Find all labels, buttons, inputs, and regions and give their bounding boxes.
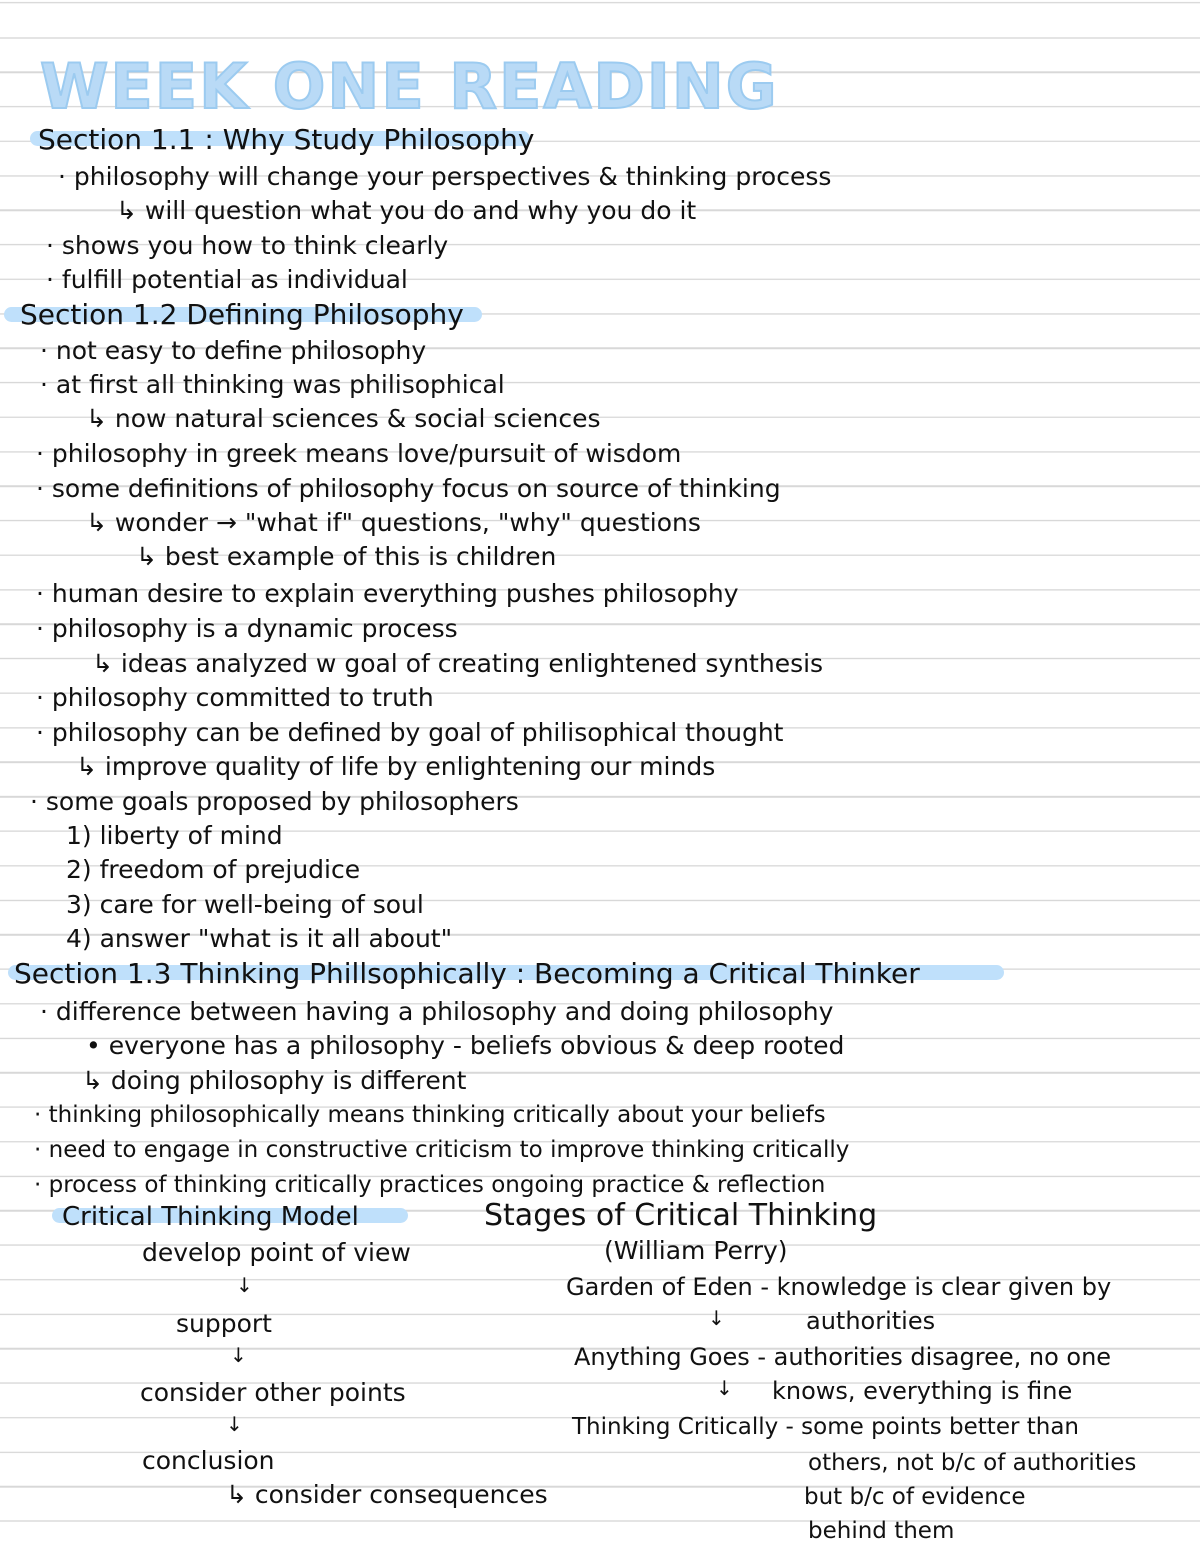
note-line: 1) liberty of mind <box>66 821 283 850</box>
note-line: ↳ now natural sciences & social sciences <box>86 404 601 433</box>
note-line: · process of thinking critically practices ongoing practice & reflection <box>34 1172 826 1198</box>
model-step: support <box>176 1309 272 1338</box>
note-line: · not easy to define philosophy <box>40 336 427 365</box>
section-1-1-heading: Section 1.1 : Why Study Philosophy <box>38 123 535 156</box>
note-line: 4) answer "what is it all about" <box>66 924 453 953</box>
stages-heading: Stages of Critical Thinking <box>484 1198 878 1233</box>
note-line: ↳ best example of this is children <box>136 542 557 571</box>
note-line: · shows you how to think clearly <box>46 231 449 260</box>
model-step: conclusion <box>142 1446 275 1475</box>
note-line: · philosophy committed to truth <box>36 683 434 712</box>
note-line: · at first all thinking was philisophical <box>40 370 505 399</box>
note-line: · philosophy in greek means love/pursuit of wisdom <box>36 439 682 468</box>
model-step: develop point of view <box>142 1238 411 1267</box>
note-line: · philosophy will change your perspectives & thinking process <box>58 162 832 191</box>
note-line: ↳ will question what you do and why you do it <box>116 196 697 225</box>
note-line: ↳ doing philosophy is different <box>82 1066 467 1095</box>
note-line: 2) freedom of prejudice <box>66 855 361 884</box>
stages-author: (William Perry) <box>604 1236 788 1265</box>
stage-line: Anything Goes - authorities disagree, no one <box>574 1343 1112 1371</box>
note-line: · human desire to explain everything pushes philosophy <box>36 579 739 608</box>
note-line: · need to engage in constructive criticism to improve thinking critically <box>34 1137 850 1163</box>
note-line: · thinking philosophically means thinking critically about your beliefs <box>34 1102 826 1128</box>
stage-line: behind them <box>808 1518 955 1544</box>
critical-model-heading: Critical Thinking Model <box>62 1202 359 1232</box>
note-line: · difference between having a philosophy and doing philosophy <box>40 997 834 1026</box>
down-arrow-icon: ↓ <box>236 1273 253 1297</box>
stage-line: authorities <box>806 1307 936 1335</box>
note-line: · some goals proposed by philosophers <box>30 787 519 816</box>
model-step: consider other points <box>140 1378 406 1407</box>
down-arrow-icon: ↓ <box>716 1376 733 1400</box>
stage-line: Thinking Critically - some points better than <box>572 1414 1079 1440</box>
stage-line: Garden of Eden - knowledge is clear given by <box>566 1273 1112 1301</box>
note-line: · some definitions of philosophy focus on source of thinking <box>36 474 781 503</box>
down-arrow-icon: ↓ <box>226 1412 243 1436</box>
down-arrow-icon: ↓ <box>230 1343 247 1367</box>
note-line: ↳ improve quality of life by enlightening our minds <box>76 752 716 781</box>
stage-line: others, not b/c of authorities <box>808 1450 1137 1476</box>
note-line: • everyone has a philosophy - beliefs obvious & deep rooted <box>86 1031 845 1060</box>
section-1-2-heading: Section 1.2 Defining Philosophy <box>20 298 464 331</box>
note-line: 3) care for well-being of soul <box>66 890 424 919</box>
stage-line: knows, everything is fine <box>772 1377 1073 1405</box>
page-title: WEEK ONE READING <box>40 50 779 123</box>
note-line: · fulfill potential as individual <box>46 265 408 294</box>
note-line: ↳ ideas analyzed w goal of creating enlightened synthesis <box>92 649 824 678</box>
note-line: ↳ wonder → "what if" questions, "why" questions <box>86 508 701 537</box>
note-line: · philosophy is a dynamic process <box>36 614 458 643</box>
model-substep: ↳ consider consequences <box>226 1480 548 1509</box>
section-1-3-heading: Section 1.3 Thinking Phillsophically : Becoming a Critical Thinker <box>14 957 920 990</box>
down-arrow-icon: ↓ <box>708 1306 725 1330</box>
note-line: · philosophy can be defined by goal of philisophical thought <box>36 718 784 747</box>
stage-line: but b/c of evidence <box>804 1484 1026 1510</box>
